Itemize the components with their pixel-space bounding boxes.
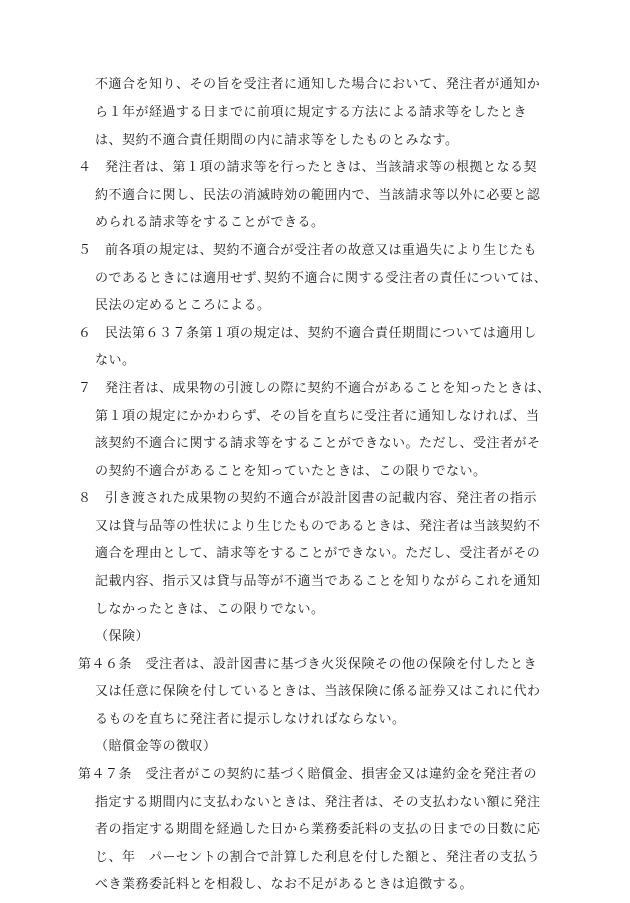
text-line: ７ 発注者は、成果物の引渡しの際に契約不適合があることを知ったときは、 [78, 381, 551, 396]
text-line: められる請求等をすることができる。 [95, 215, 325, 230]
text-line: 記載内容、指示又は貸与品等が不適当であることを知りながらこれを通知 [95, 574, 541, 589]
text-line: 指定する期間内に支払わないときは、発注者は、その支払わない額に発注 [95, 795, 541, 810]
article-line: 第４７条 受注者がこの契約に基づく賠償金、損害金又は違約金を発注者の [78, 767, 538, 782]
text-line: 者の指定する期間を経過した日から業務委託料の支払の日までの日数に応 [95, 822, 541, 837]
text-line: ない。 [95, 353, 136, 368]
text-line: ６ 民法第６３７条第１項の規定は、契約不適合責任期間については適用し [78, 326, 537, 341]
text-line: 第１項の規定にかかわらず、その旨を直ちに受注者に通知しなければ、当 [95, 409, 540, 424]
text-line: ８ 引き渡された成果物の契約不適合が設計図書の記載内容、発注者の指示 [78, 491, 538, 506]
text-line: 民法の定めるところによる。 [95, 298, 271, 313]
text-line: 又は貸与品等の性状により生じたものであるときは、発注者は当該契約不 [95, 519, 541, 534]
text-line: の契約不適合があることを知っていたときは、この限りでない。 [95, 464, 487, 479]
text-line: 不適合を知り、その旨を受注者に通知した場合において、発注者が通知か [95, 77, 541, 92]
text-line: 該契約不適合に関する請求等をすることができない。ただし、受注者がそ [95, 436, 541, 451]
text-line: ５ 前各項の規定は、契約不適合が受注者の故意又は重過失により生じたも [78, 243, 538, 258]
text-line: は、契約不適合責任期間の内に請求等をしたものとみなす。 [95, 133, 459, 148]
text-line: 約不適合に関し、民法の消滅時効の範囲内で、当該請求等以外に必要と認 [95, 188, 541, 203]
section-heading: （賠償金等の徴収） [95, 739, 217, 754]
text-line: ４ 発注者は、第１項の請求等を行ったときは、当該請求等の根拠となる契 [78, 160, 538, 175]
text-line: ら１年が経過する日までに前項に規定する方法による請求等をしたとき [95, 105, 528, 120]
section-heading: （保険） [95, 629, 150, 644]
text-line: 適合を理由として、請求等をすることができない。ただし、受注者がその [95, 546, 541, 561]
text-line: 又は任意に保険を付しているときは、当該保険に係る証券又はこれに代わ [95, 684, 541, 699]
article-line: 第４６条 受注者は、設計図書に基づき火災保険その他の保険を付したとき [78, 657, 538, 672]
text-line: べき業務委託料とを相殺し、なお不足があるときは追徴する。 [95, 877, 474, 892]
text-line: のであるときには適用せず､契約不適合に関する受注者の責任については、 [95, 271, 548, 286]
text-line: るものを直ちに発注者に提示しなければならない。 [95, 712, 406, 727]
text-line: じ、年 パーセントの割合で計算した利息を付した額と、発注者の支払う [95, 850, 541, 865]
text-line: しなかったときは、この限りでない。 [95, 602, 325, 617]
